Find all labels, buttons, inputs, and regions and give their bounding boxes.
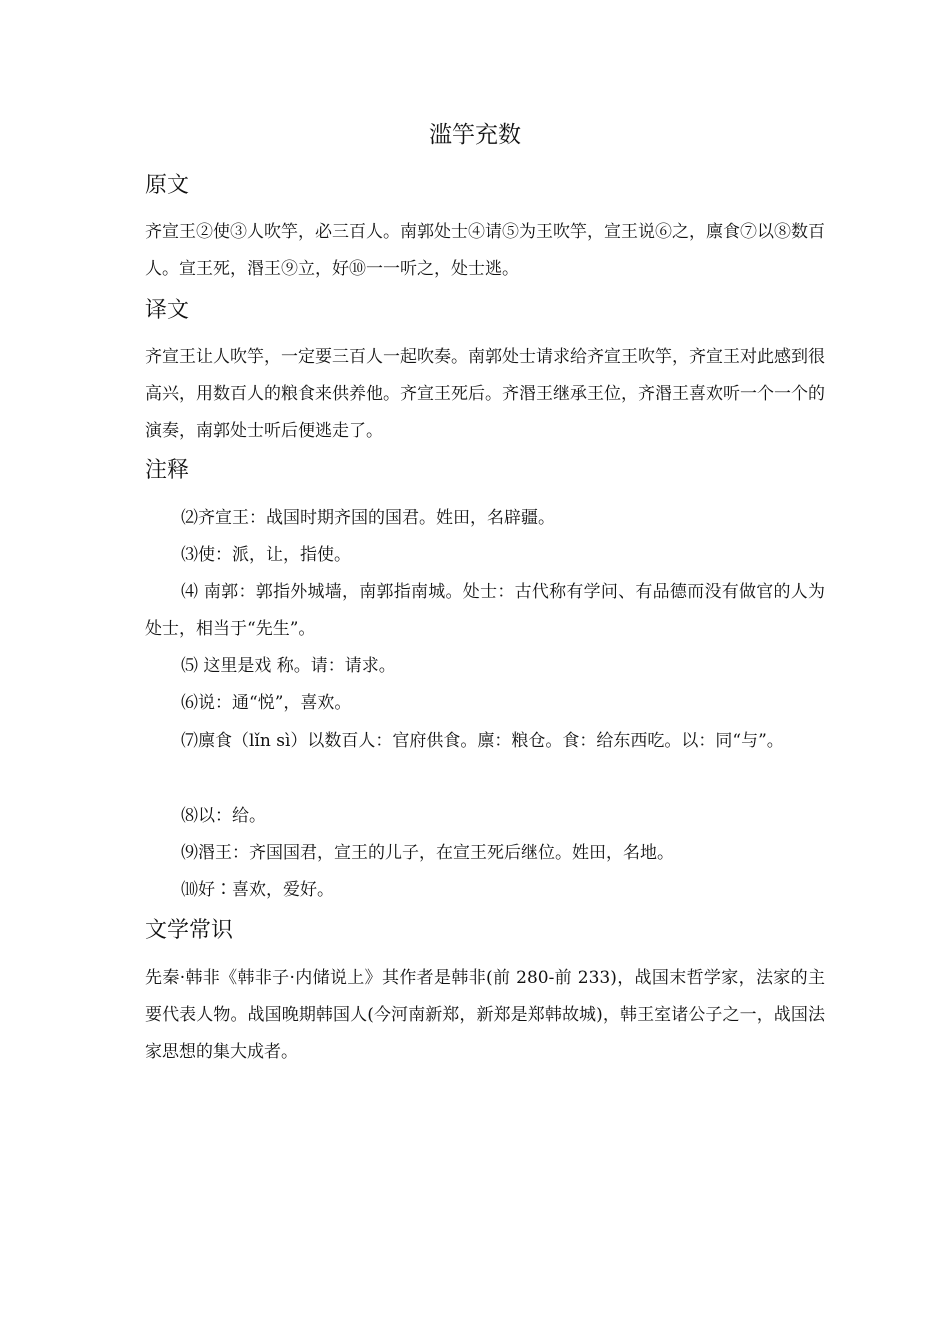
note-item: ⑽好∶喜欢，爱好。 (181, 880, 334, 900)
section-heading-original: 原文 (145, 173, 190, 198)
note-item: ⑵齐宣王：战国时期齐国的国君。姓田，名辟疆。 (181, 508, 555, 528)
note-item: ⑺廪食（lǐn sì）以数百人：官府供食。廪：粮仓。食：给东西吃。以：同“与”。 (181, 731, 784, 751)
note-item: ⑸ 这里是戏 称。请：请求。 (181, 656, 396, 676)
original-text-paragraph: 齐宣王②使③人吹竽，必三百人。南郭处士④请⑤为王吹竽，宣王说⑥之，廪食⑦以⑧数百人。宣王死，湣王⑨立，好⑩一一听之，处士逃。 (145, 222, 825, 279)
note-item: ⑻以：给。 (181, 806, 266, 826)
note-item: ⑹说：通“悦”，喜欢。 (181, 693, 352, 713)
note-item: ⑼湣王：齐国国君，宣王的儿子，在宣王死后继位。姓田，名地。 (181, 843, 674, 863)
literary-knowledge-paragraph: 先秦·韩非《韩非子·内储说上》其作者是韩非(前 280-前 233)，战国末哲学家，法家的主要代表人物。战国晚期韩国人(今河南新郑，新郑是郑韩故城)，韩王室诸公子之一，战国法家思想的集大成者。 (145, 968, 825, 1062)
note-item: ⑷ 南郭：郭指外城墙，南郭指南城。处士：古代称有学问、有品德而没有做官的人为处士，相当于“先生”。 (145, 582, 825, 639)
section-heading-literary-knowledge: 文学常识 (145, 918, 234, 943)
note-item: ⑶使：派，让，指使。 (181, 545, 351, 565)
section-heading-translation: 译文 (145, 298, 190, 323)
translation-paragraph: 齐宣王让人吹竽，一定要三百人一起吹奏。南郭处士请求给齐宣王吹竽，齐宣王对此感到很高兴，用数百人的粮食来供养他。齐宣王死后。齐湣王继承王位，齐湣王喜欢听一个一个的演奏，南郭处士听后便逃走了。 (145, 347, 825, 441)
section-heading-notes: 注释 (145, 458, 190, 483)
document-title: 滥竽充数 (429, 122, 521, 148)
